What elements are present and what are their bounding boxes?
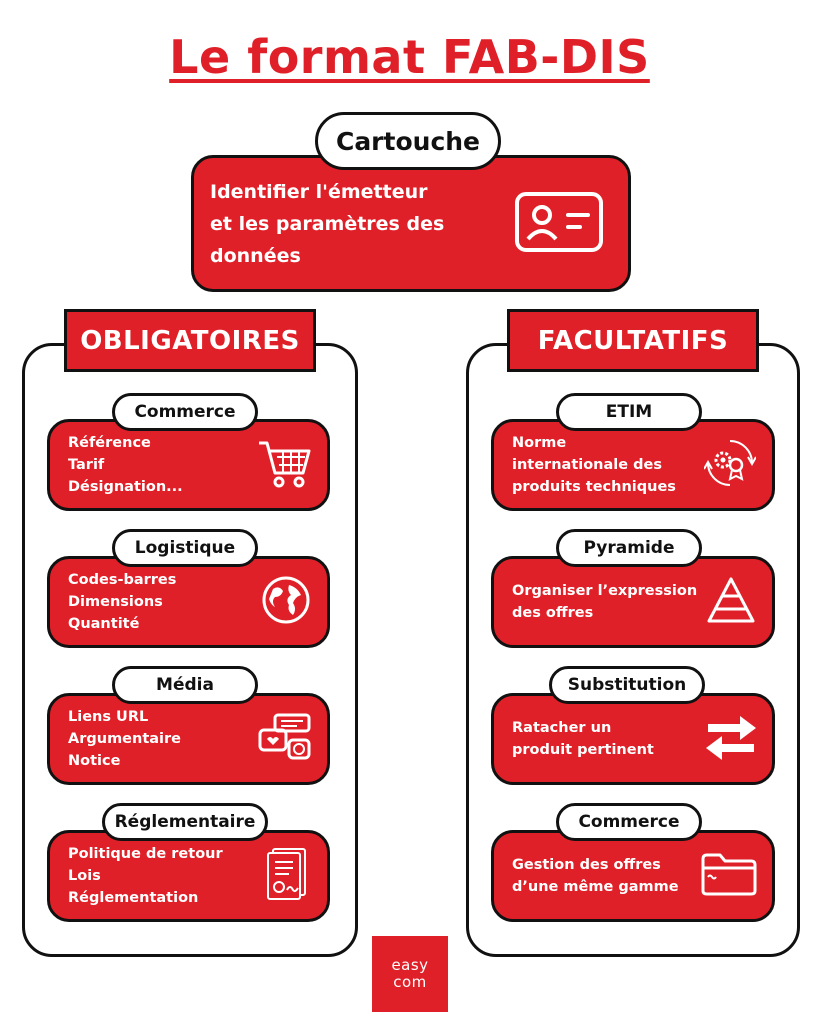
card-reglementaire-label: Réglementaire xyxy=(102,803,268,841)
card-commerce-facultatif-label: Commerce xyxy=(556,803,702,841)
card-logistique-label: Logistique xyxy=(112,529,258,567)
card-pyramide xyxy=(491,556,775,648)
card-line: Quantité xyxy=(68,616,140,632)
card-media-label: Média xyxy=(112,666,258,704)
card-logistique xyxy=(47,556,330,648)
cartouche-line: Identifier l'émetteur xyxy=(210,180,428,203)
card-line: Organiser l’expression xyxy=(512,583,698,599)
cartouche-box xyxy=(191,155,631,292)
gear-award-icon xyxy=(704,437,756,493)
card-line: Liens URL xyxy=(68,709,149,725)
cartouche-label: Cartouche xyxy=(315,112,501,170)
card-line: Notice xyxy=(68,753,121,769)
globe-icon xyxy=(261,575,311,629)
card-etim xyxy=(491,419,775,511)
card-line: Ratacher un xyxy=(512,720,612,736)
pyramid-icon xyxy=(706,576,756,628)
card-line: Argumentaire xyxy=(68,731,182,747)
logo-line: easy xyxy=(391,956,429,974)
card-line: Gestion des offres xyxy=(512,857,661,873)
card-line: produit pertinent xyxy=(512,742,654,758)
card-commerce-facultatif xyxy=(491,830,775,922)
card-line: des offres xyxy=(512,605,594,621)
id-card-icon xyxy=(514,191,604,257)
easycom-logo xyxy=(372,936,448,1012)
card-line: internationale des xyxy=(512,457,662,473)
card-pyramide-label: Pyramide xyxy=(556,529,702,567)
card-media xyxy=(47,693,330,785)
legal-document-icon xyxy=(265,846,309,906)
shopping-cart-icon xyxy=(257,437,313,493)
card-line: produits techniques xyxy=(512,479,676,495)
swap-arrows-icon xyxy=(704,713,758,765)
card-line: Norme xyxy=(512,435,567,451)
card-line: Désignation... xyxy=(68,479,183,495)
cartouche-line: données xyxy=(210,244,301,267)
cartouche-line: et les paramètres des xyxy=(210,212,445,235)
card-commerce xyxy=(47,419,330,511)
card-etim-label: ETIM xyxy=(556,393,702,431)
card-line: Tarif xyxy=(68,457,105,473)
logo-line: com xyxy=(393,973,427,991)
facultatifs-banner: FACULTATIFS xyxy=(507,309,759,372)
card-commerce-label: Commerce xyxy=(112,393,258,431)
card-substitution-label: Substitution xyxy=(549,666,705,704)
card-line: Codes-barres xyxy=(68,572,177,588)
obligatoires-banner: OBLIGATOIRES xyxy=(64,309,316,372)
card-line: Référence xyxy=(68,435,151,451)
card-line: Dimensions xyxy=(68,594,163,610)
card-substitution xyxy=(491,693,775,785)
card-line: Politique de retour xyxy=(68,846,223,862)
page-title: Le format FAB-DIS xyxy=(169,30,650,84)
folder-icon xyxy=(700,851,758,901)
chat-bubbles-icon xyxy=(257,712,313,766)
card-line: Réglementation xyxy=(68,890,199,906)
card-reglementaire xyxy=(47,830,330,922)
card-line: d’une même gamme xyxy=(512,879,679,895)
card-line: Lois xyxy=(68,868,101,884)
